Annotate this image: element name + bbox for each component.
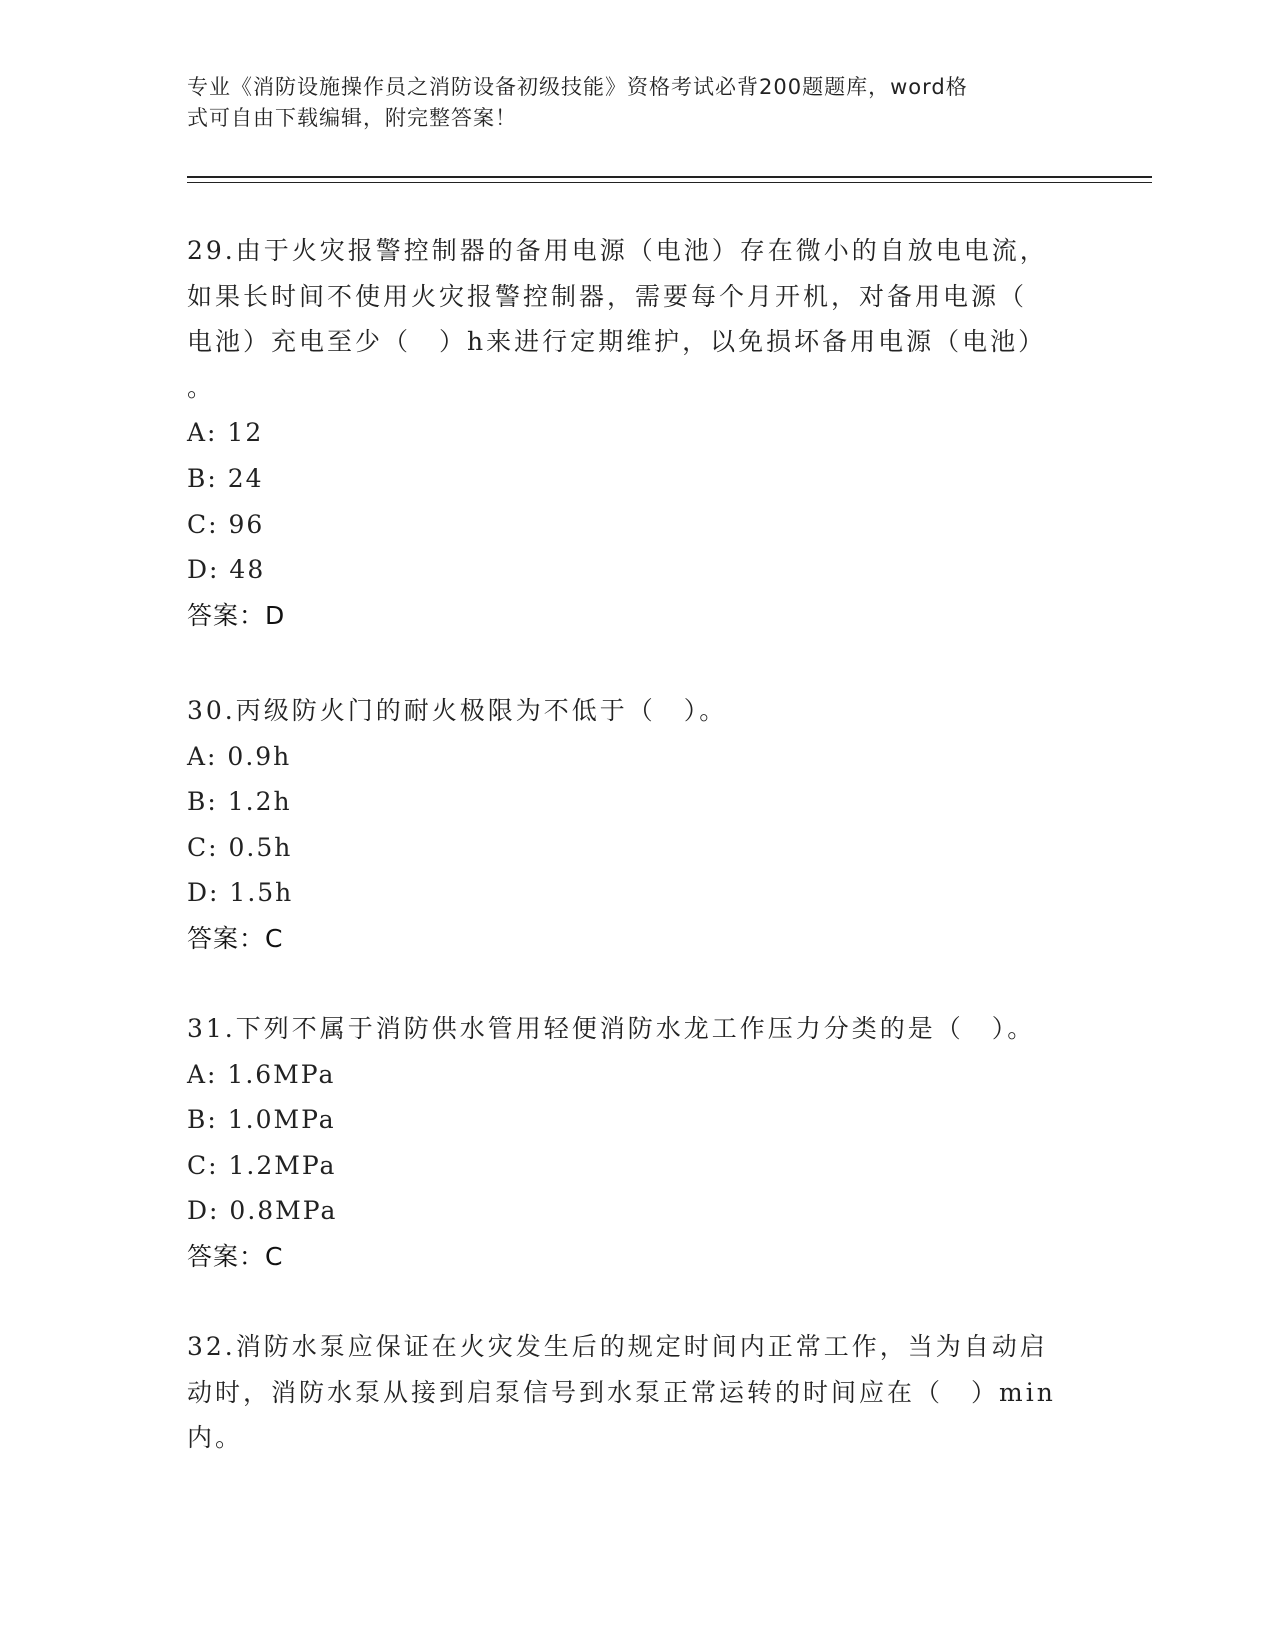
- option-b: B: 24: [187, 463, 264, 493]
- option-c: C: 96: [187, 509, 265, 539]
- question-31: [187, 1006, 1087, 1280]
- option-c: C: 1.2MPa: [187, 1150, 337, 1180]
- option-d: D: 0.8MPa: [187, 1196, 338, 1226]
- option-d: D: 1.5h: [187, 878, 294, 908]
- option-a: A: 1.6MPa: [187, 1059, 336, 1089]
- answer: 答案：C: [187, 923, 284, 953]
- question-32: [187, 1324, 1087, 1461]
- question-stem: 29.由于火灾报警控制器的备用电源（电池）存在微小的自放电电流， 如果长时间不使用火灾报警控制器，需要每个月开机，对备用电源（ 电池）充电至少（ ）h来进行定期维护，以免损坏备用电源（电池） 。: [187, 236, 1048, 402]
- question-30: [187, 688, 1087, 962]
- answer: 答案：C: [187, 1241, 284, 1271]
- option-a: A: 12: [187, 418, 264, 448]
- question-stem: 32.消防水泵应保证在火灾发生后的规定时间内正常工作，当为自动启 动时，消防水泵从接到启泵信号到水泵正常运转的时间应在（ ）min 内。: [187, 1332, 1056, 1453]
- header-line-1: 专业《消防设施操作员之消防设备初级技能》资格考试必背200题题库，word格: [187, 75, 968, 99]
- answer: 答案：D: [187, 600, 286, 630]
- question-stem: 30.丙级防火门的耐火极限为不低于（ ）。: [187, 696, 728, 725]
- question-29: [187, 228, 1087, 638]
- header-line-2: 式可自由下载编辑，附完整答案！: [187, 106, 517, 130]
- option-d: D: 48: [187, 555, 266, 585]
- document-header: [187, 72, 1067, 134]
- option-b: B: 1.0MPa: [187, 1105, 336, 1135]
- header-divider-thick: [187, 176, 1152, 178]
- option-b: B: 1.2h: [187, 787, 292, 817]
- option-a: A: 0.9h: [187, 741, 292, 771]
- header-divider-thin: [187, 182, 1152, 183]
- option-c: C: 0.5h: [187, 832, 293, 862]
- question-stem: 31.下列不属于消防供水管用轻便消防水龙工作压力分类的是（ ）。: [187, 1014, 1036, 1043]
